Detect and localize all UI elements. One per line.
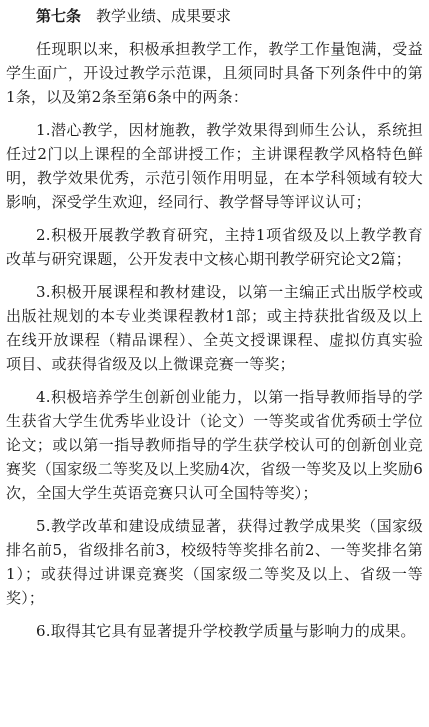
article-heading [6,4,423,28]
article-title: 教学业绩、成果要求 [96,7,232,25]
intro-paragraph: 任现职以来，积极承担教学工作，教学工作量饱满，受益学生面广，开设过教学示范课，且须同时具备下列条件中的第1条，以及第2条至第6条中的两条： [6,40,423,106]
article-number: 第七条 [36,7,82,25]
condition-3-paragraph: 3.积极开展课程和教材建设，以第一主编正式出版学校或出版社规划的本专业类课程教材1部；或主持获批省级及以上在线开放课程（精品课程）、全英文授课课程、虚拟仿真实验项目、或获得省级及以上微课竞赛一等奖； [6,283,423,373]
condition-5-paragraph: 5.教学改革和建设成绩显著，获得过教学成果奖（国家级排名前5，省级排名前3，校级特等奖排名前2、一等奖排名第1）；或获得过讲课竞赛奖（国家级二等奖及以上、省级一等奖）； [6,517,423,607]
condition-4-paragraph: 4.积极培养学生创新创业能力，以第一指导教师指导的学生获省大学生优秀毕业设计（论文）一等奖或省优秀硕士学位论文；或以第一指导教师指导的学生获学校认可的创新创业竞赛奖（国家级二等奖及以上奖励4次，省级一等奖及以上奖励6次，全国大学生英语竞赛只认可全国特等奖）； [6,388,423,502]
condition-1-paragraph: 1.潜心教学，因材施教，教学效果得到师生公认，系统担任过2门以上课程的全部讲授工作；主讲课程教学风格特色鲜明，教学效果优秀，示范引领作用明显，在本学科领域有较大影响，深受学生欢迎，经同行、教学督导等评议认可； [6,121,423,211]
condition-6-paragraph: 6.取得其它具有显著提升学校教学质量与影响力的成果。 [36,622,416,640]
condition-2-paragraph: 2.积极开展教学教育研究，主持1项省级及以上教学教育改革与研究课题，公开发表中文核心期刊教学研究论文2篇； [6,226,423,268]
